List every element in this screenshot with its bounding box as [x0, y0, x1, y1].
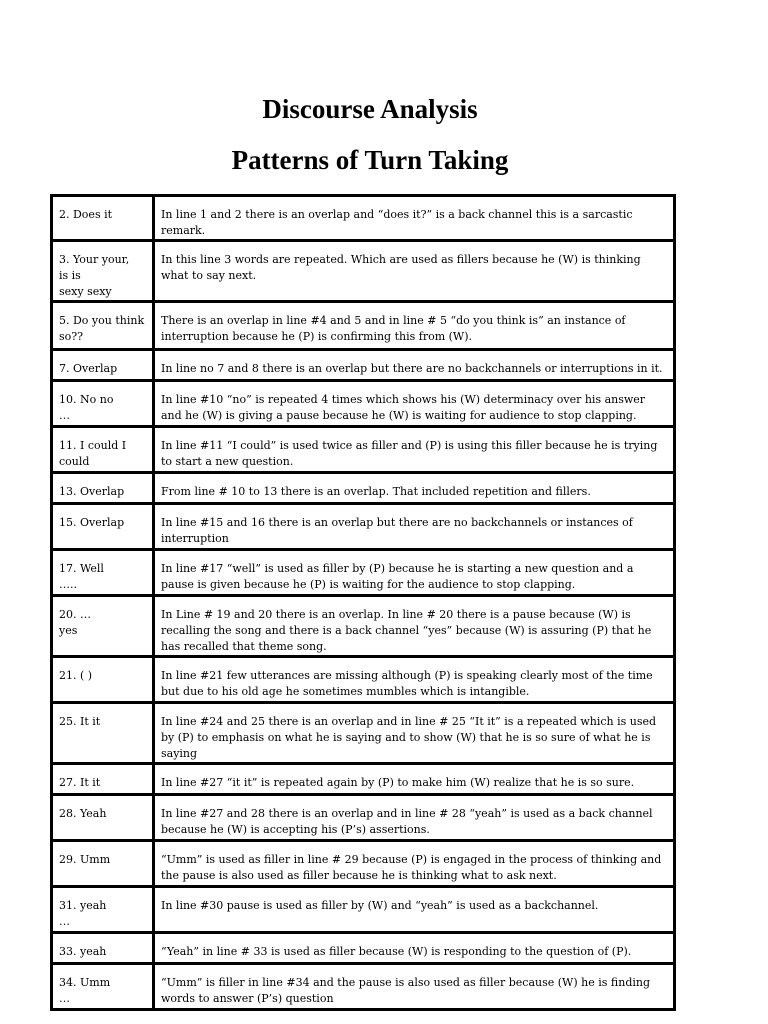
line-cell: 34. Umm … — [53, 962, 155, 1008]
table-row — [53, 885, 673, 931]
line-cell: 17. Well ….. — [53, 548, 155, 594]
line-cell: 13. Overlap — [53, 471, 155, 502]
table-row — [53, 300, 673, 348]
comment-cell: In line #15 and 16 there is an overlap but there are no backchannels or instances of interruption — [155, 502, 673, 548]
line-cell: 7. Overlap — [53, 348, 155, 379]
line-cell: 20. … yes — [53, 594, 155, 655]
table-row — [53, 348, 673, 379]
turn-taking-table-grid — [53, 197, 673, 1008]
comment-cell: In line 1 and 2 there is an overlap and “does it?” is a back channel this is a sarcastic remark. — [155, 197, 673, 239]
table-row — [53, 379, 673, 425]
comment-cell: In line #11 “I could” is used twice as filler and (P) is using this filler because he is trying to start a new question. — [155, 425, 673, 471]
comment-cell: In line #27 “it it” is repeated again by (P) to make him (W) realize that he is so sure. — [155, 762, 673, 793]
table-row — [53, 762, 673, 793]
line-cell: 2. Does it — [53, 197, 155, 239]
comment-cell: In line #21 few utterances are missing although (P) is speaking clearly most of the time but due to his old age he sometimes mumbles which is intangible. — [155, 655, 673, 701]
comment-cell: There is an overlap in line #4 and 5 and in line # 5 “do you think is” an instance of interruption because he (P) is confirming this from (W). — [155, 300, 673, 348]
table-row — [53, 839, 673, 885]
line-cell: 25. It it — [53, 701, 155, 762]
table-row — [53, 594, 673, 655]
line-cell: 29. Umm — [53, 839, 155, 885]
comment-cell: In line #30 pause is used as filler by (W) and “yeah” is used as a backchannel. — [155, 885, 673, 931]
table-row — [53, 239, 673, 300]
document-title: Discourse Analysis — [262, 94, 478, 124]
line-cell: 33. yeah — [53, 931, 155, 962]
comment-cell: In line no 7 and 8 there is an overlap but there are no backchannels or interruptions in it. — [155, 348, 673, 379]
comment-cell: In line #27 and 28 there is an overlap and in line # 28 “yeah” is used as a back channel because he (W) is accepting his (P’s) assertions. — [155, 793, 673, 839]
table-row — [53, 471, 673, 502]
table-body — [53, 197, 673, 1008]
comment-cell: From line # 10 to 13 there is an overlap. That included repetition and fillers. — [155, 471, 673, 502]
comment-cell: In Line # 19 and 20 there is an overlap. In line # 20 there is a pause because (W) is recalling the song and there is a back channel “yes” because (W) is assuring (P) that he has recalled that theme song. — [155, 594, 673, 655]
table-row — [53, 701, 673, 762]
comment-cell: In this line 3 words are repeated. Which are used as fillers because he (W) is thinking what to say next. — [155, 239, 673, 300]
table-row — [53, 793, 673, 839]
line-cell: 5. Do you think so?? — [53, 300, 155, 348]
table-row — [53, 197, 673, 239]
line-cell: 3. Your your, is is sexy sexy — [53, 239, 155, 300]
table-row — [53, 502, 673, 548]
line-cell: 28. Yeah — [53, 793, 155, 839]
table-row — [53, 655, 673, 701]
table-row — [53, 962, 673, 1008]
comment-cell: “Umm” is filler in line #34 and the pause is also used as filler because (W) he is finding words to answer (P’s) question — [155, 962, 673, 1008]
line-cell: 10. No no … — [53, 379, 155, 425]
comment-cell: “Yeah” in line # 33 is used as filler because (W) is responding to the question of (P). — [155, 931, 673, 962]
comment-cell: In line #17 “well” is used as filler by (P) because he is starting a new question and a pause is given because he (P) is waiting for the audience to stop clapping. — [155, 548, 673, 594]
line-cell: 15. Overlap — [53, 502, 155, 548]
turn-taking-table — [50, 194, 676, 1011]
comment-cell: In line #10 “no” is repeated 4 times which shows his (W) determinacy over his answer and he (W) is giving a pause because he (W) is waiting for audience to stop clapping. — [155, 379, 673, 425]
table-row — [53, 548, 673, 594]
line-cell: 27. It it — [53, 762, 155, 793]
comment-cell: In line #24 and 25 there is an overlap and in line # 25 “It it” is a repeated which is used by (P) to emphasis on what he is saying and to show (W) that he is so sure of what he is saying — [155, 701, 673, 762]
line-cell: 11. I could I could — [53, 425, 155, 471]
table-row — [53, 931, 673, 962]
table-row — [53, 425, 673, 471]
line-cell: 31. yeah … — [53, 885, 155, 931]
comment-cell: “Umm” is used as filler in line # 29 because (P) is engaged in the process of thinking and the pause is also used as filler because he is thinking what to ask next. — [155, 839, 673, 885]
line-cell: 21. ( ) — [53, 655, 155, 701]
document-subtitle: Patterns of Turn Taking — [231, 145, 509, 175]
